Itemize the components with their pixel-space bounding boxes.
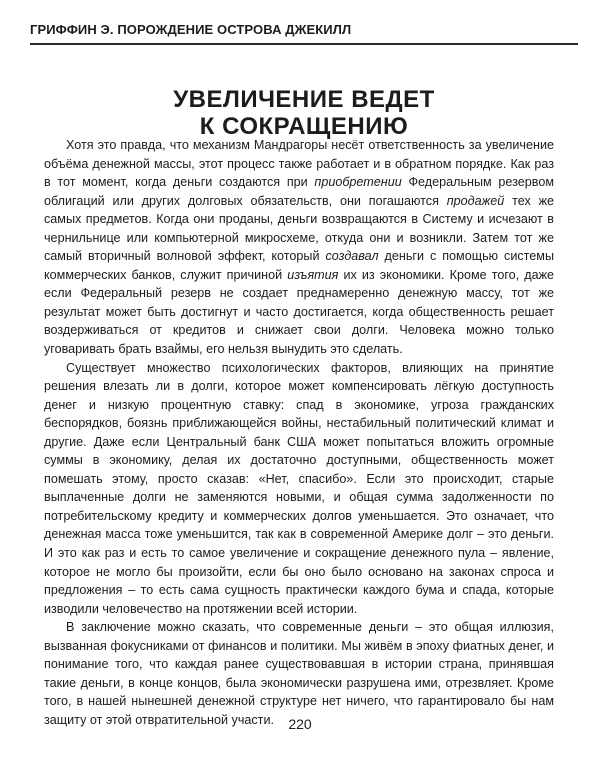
running-head: ГРИФФИН Э. ПОРОЖДЕНИЕ ОСТРОВА ДЖЕКИЛЛ xyxy=(30,22,578,45)
emphasis: продажей xyxy=(446,193,505,208)
chapter-title xyxy=(30,86,578,140)
text-run: деньги с помощью системы коммерческих банков, служит причиной xyxy=(44,249,554,282)
emphasis: изъятия xyxy=(287,267,339,282)
paragraph-1 xyxy=(44,136,554,359)
text-run: их из экономики. Кроме того, даже если Федеральный резерв не создает преднамеренно денежную массу, тот же результат может быть достигнут и часто достигается, когда общественность решает воздерживаться от кредитов и снижает свои долги. Человека можно только уговаривать брать взаймы, его нельзя вынудить это сделать. xyxy=(44,267,554,357)
emphasis: создавал xyxy=(325,249,379,264)
text-run: Федеральным резервом облигаций или других долговых обязательств, они погашаются xyxy=(44,175,554,208)
text-run: Хотя это правда, что механизм Мандрагоры несёт ответственность за увеличение объёма денежной массы, этот процесс также работает и в обратном порядке. Как раз в тот момент, когда деньги создаются при xyxy=(44,138,554,190)
chapter-title-line-1: УВЕЛИЧЕНИЕ ВЕДЕТ xyxy=(173,86,435,114)
page-number: 220 xyxy=(288,716,312,732)
chapter-title-line-2: К СОКРАЩЕНИЮ xyxy=(199,113,409,141)
body-text xyxy=(44,136,554,730)
text-run: тех же самых предметов. Когда они проданы, деньги возвращаются в Систему и исчезают в чернильнице или компьютерной микросхеме, откуда они и возникли. Затем тот же самый вторичный волновой эффект, который xyxy=(44,193,555,264)
emphasis: приобретении xyxy=(314,175,402,190)
paragraph-3: В заключение можно сказать, что современные деньги – это общая иллюзия, вызванная фокусниками от финансов и политики. Мы живём в эпоху фиатных денег, и понимание того, что каждая ранее существовавшая в истории страна, принявшая такие деньги, в конце концов, была экономически разрушена ими, отрезвляет. Кроме того, в нашей нынешней денежной структуре нет ничего, что гарантировало бы нам защиту от этой отвратительной участи. xyxy=(44,620,554,727)
paragraph-2: Существует множество психологических факторов, влияющих на принятие решения влезать ли в долги, которое может компенсировать лёгкую доступность денег и низкую процентную ставку: спад в экономике, угроза гражданских беспорядков, боязнь приближающейся войны, нестабильный политический климат и другие. Даже если Центральный банк США может попытаться вложить огромные суммы в экономику, делая их достаточно доступными, общественность может помешать этому, просто сказав: «Нет, спасибо». Если это происходит, старые выплаченные долги не заменяются новыми, и общая сумма задолженности по потребительскому кредиту и коммерческих долгов уменьшается. Это означает, что денежная масса тоже уменьшится, так как в современной Америке долг – это деньги. И это как раз и есть то самое увеличение и сокращение денежного пула – явление, которое не могло бы произойти, если бы оно было основано на законах спроса и предложения – то есть сама сущность практически каждого бума и спада, которые изводили человечество на протяжении всей истории. xyxy=(44,360,554,616)
